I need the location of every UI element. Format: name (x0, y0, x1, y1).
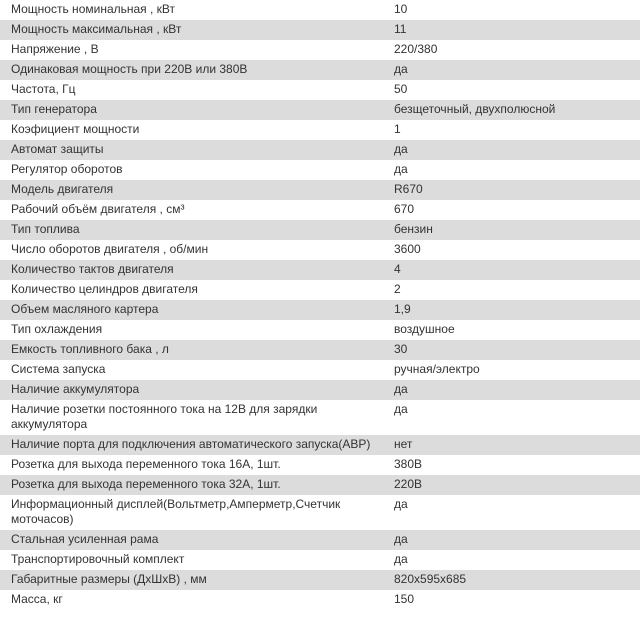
spec-name: Мощность максимальная , кВт (0, 20, 383, 40)
spec-value: 4 (383, 260, 640, 280)
spec-value: 50 (383, 80, 640, 100)
spec-row (0, 40, 640, 60)
spec-name: Транспортировочный комплект (0, 550, 383, 570)
spec-name: Наличие розетки постоянного тока на 12В для зарядки аккумулятора (0, 400, 383, 435)
spec-row (0, 590, 640, 610)
spec-row (0, 400, 640, 435)
spec-row (0, 100, 640, 120)
spec-row (0, 20, 640, 40)
spec-value: да (383, 160, 640, 180)
spec-value: 1,9 (383, 300, 640, 320)
spec-row (0, 550, 640, 570)
spec-name: Наличие порта для подключения автоматического запуска(АВР) (0, 435, 383, 455)
spec-value: да (383, 140, 640, 160)
spec-value: 150 (383, 590, 640, 610)
spec-row (0, 435, 640, 455)
spec-value: 2 (383, 280, 640, 300)
spec-value: да (383, 530, 640, 550)
spec-value: 820x595x685 (383, 570, 640, 590)
spec-row (0, 220, 640, 240)
spec-row (0, 140, 640, 160)
spec-row (0, 120, 640, 140)
spec-value: нет (383, 435, 640, 455)
spec-value: 10 (383, 0, 640, 20)
spec-value: да (383, 400, 640, 435)
spec-name: Частота, Гц (0, 80, 383, 100)
spec-name: Рабочий объём двигателя , см³ (0, 200, 383, 220)
spec-row (0, 340, 640, 360)
spec-row (0, 320, 640, 340)
spec-value: да (383, 380, 640, 400)
spec-row (0, 570, 640, 590)
spec-name: Тип топлива (0, 220, 383, 240)
spec-name: Одинаковая мощность при 220В или 380В (0, 60, 383, 80)
spec-name: Автомат защиты (0, 140, 383, 160)
spec-value: ручная/электро (383, 360, 640, 380)
spec-row (0, 160, 640, 180)
spec-value: 670 (383, 200, 640, 220)
spec-row (0, 360, 640, 380)
spec-name: Информационный дисплей(Вольтметр,Амперметр,Счетчик моточасов) (0, 495, 383, 530)
spec-value: воздушное (383, 320, 640, 340)
spec-name: Тип охлаждения (0, 320, 383, 340)
spec-value: да (383, 550, 640, 570)
spec-name: Система запуска (0, 360, 383, 380)
spec-row (0, 0, 640, 20)
spec-value: бензин (383, 220, 640, 240)
spec-name: Розетка для выхода переменного тока 32А, 1шт. (0, 475, 383, 495)
spec-name: Объем масляного картера (0, 300, 383, 320)
spec-row (0, 455, 640, 475)
spec-row (0, 280, 640, 300)
spec-name: Модель двигателя (0, 180, 383, 200)
spec-name: Регулятор оборотов (0, 160, 383, 180)
spec-name: Емкость топливного бака , л (0, 340, 383, 360)
spec-name: Напряжение , В (0, 40, 383, 60)
spec-row (0, 475, 640, 495)
spec-value: R670 (383, 180, 640, 200)
spec-row (0, 530, 640, 550)
spec-row (0, 495, 640, 530)
spec-name: Розетка для выхода переменного тока 16А, 1шт. (0, 455, 383, 475)
spec-value: 380В (383, 455, 640, 475)
spec-row (0, 380, 640, 400)
spec-name: Наличие аккумулятора (0, 380, 383, 400)
spec-row (0, 60, 640, 80)
spec-row (0, 260, 640, 280)
spec-name: Коэфициент мощности (0, 120, 383, 140)
spec-name: Тип генератора (0, 100, 383, 120)
spec-name: Количество тактов двигателя (0, 260, 383, 280)
spec-row (0, 240, 640, 260)
spec-value: безщеточный, двухполюсной (383, 100, 640, 120)
spec-name: Количество целиндров двигателя (0, 280, 383, 300)
spec-name: Мощность номинальная , кВт (0, 0, 383, 20)
spec-name: Число оборотов двигателя , об/мин (0, 240, 383, 260)
spec-row (0, 300, 640, 320)
spec-row (0, 200, 640, 220)
spec-value: 30 (383, 340, 640, 360)
spec-value: да (383, 495, 640, 530)
spec-name: Масса, кг (0, 590, 383, 610)
spec-value: 11 (383, 20, 640, 40)
spec-value: 220/380 (383, 40, 640, 60)
spec-name: Габаритные размеры (ДхШхВ) , мм (0, 570, 383, 590)
spec-row (0, 180, 640, 200)
spec-value: 3600 (383, 240, 640, 260)
spec-value: 220В (383, 475, 640, 495)
spec-row (0, 80, 640, 100)
spec-value: 1 (383, 120, 640, 140)
spec-value: да (383, 60, 640, 80)
spec-name: Стальная усиленная рама (0, 530, 383, 550)
